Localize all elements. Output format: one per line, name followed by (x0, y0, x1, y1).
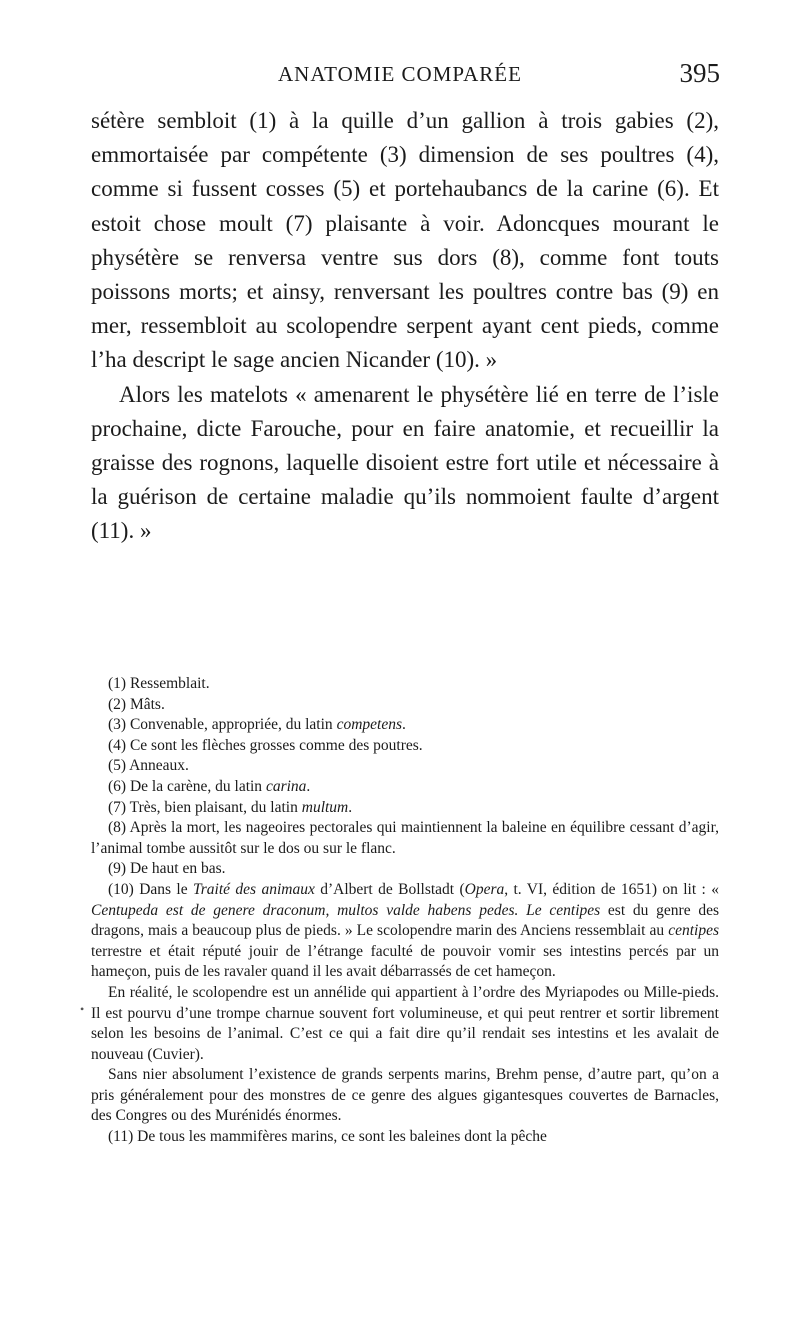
main-text (91, 104, 719, 549)
footnote-9: (9) De haut en bas. (108, 860, 226, 878)
page-header (0, 58, 800, 98)
page-number: 395 (679, 58, 720, 88)
footnote-brehm-paragraph: Sans nier absolument l’existence de grands serpents marins, Brehm pense, d’autre part, qu’on a pris généralement pour des monstres de ce genre des algues gigantesques couvertes de Barnacles, des Congres ou des Murénidés énormes. (91, 1066, 719, 1125)
paragraph: Alors les matelots « amenarent le physétère lié en terre de l’isle prochaine, dicte Farouche, pour en faire anatomie, et recueillir la graisse des rognons, laquelle disoient estre fort utile et nécessaire à la guérison de certaine maladie qu’ils nommoient faulte d’argent (11). » (91, 381, 719, 544)
paragraph: sétère sembloit (1) à la quille d’un gallion à trois gabies (2), emmortaisée par compétente (3) dimension de ses poultres (4), comme si fussent cosses (5) et portehaubancs de la carine (6). Et estoit chose moult (7) plaisante à voir. Adoncques mourant le physétère se renversa ventre sus dors (8), comme font touts poissons morts; et ainsy, renversant les poultres contre bas (9) en mer, ressembloit au scolopendre serpent ayant cent pieds, comme l’ha descript le sage ancien Nicander (10). » (91, 108, 719, 373)
footnote-3: (3) Convenable, appropriée, du latin competens. (108, 716, 406, 734)
footnote-2: (2) Mâts. (108, 695, 165, 713)
footnote-6: (6) De la carène, du latin carina. (108, 777, 311, 795)
footnote-7: (7) Très, bien plaisant, du latin multum. (108, 798, 353, 816)
running-title: ANATOMIE COMPARÉE (278, 62, 522, 86)
footnote-8: (8) Après la mort, les nageoires pectorales qui maintiennent la baleine en équilibre cessant d’agir, l’animal tombe aussitôt sur le dos ou sur le flanc. (91, 819, 719, 857)
footnote-11: (11) De tous les mammifères marins, ce sont les baleines dont la pêche (108, 1128, 547, 1146)
footnotes (91, 674, 719, 1148)
margin-dot-mark: • (80, 1002, 85, 1016)
footnote-5: (5) Anneaux. (108, 757, 189, 775)
footnote-1: (1) Ressemblait. (108, 675, 210, 692)
footnote-4: (4) Ce sont les flèches grosses comme des poutres. (108, 736, 423, 754)
footnote-10: (10) Dans le Traité des animaux d’Albert de Bollstadt (Opera, t. VI, édition de 1651) on lit : « Centupeda est de genere draconum, multos valde habens pedes. Le centipes est du genre des dragons, mais a beaucoup plus de pieds. » Le scolopendre marin des Anciens ressemblait au centipes terrestre et était réputé jouir de l’étrange faculté de pouvoir vomir ses intestins percés par un hameçon, puis de les ravaler quand il les avait débarrassés de cet hameçon. (91, 880, 719, 981)
footnote-cuvier-paragraph: En réalité, le scolopendre est un annélide qui appartient à l’ordre des Myriapodes ou Mille-pieds. Il est pourvu d’une trompe charnue souvent fort volumineuse, et qui peut rentrer et sortir librement selon les besoins de l’animal. C’est ce qui a fait dire qu’il rendait ses intestins et les avalait de nouveau (Cuvier). (91, 983, 719, 1063)
